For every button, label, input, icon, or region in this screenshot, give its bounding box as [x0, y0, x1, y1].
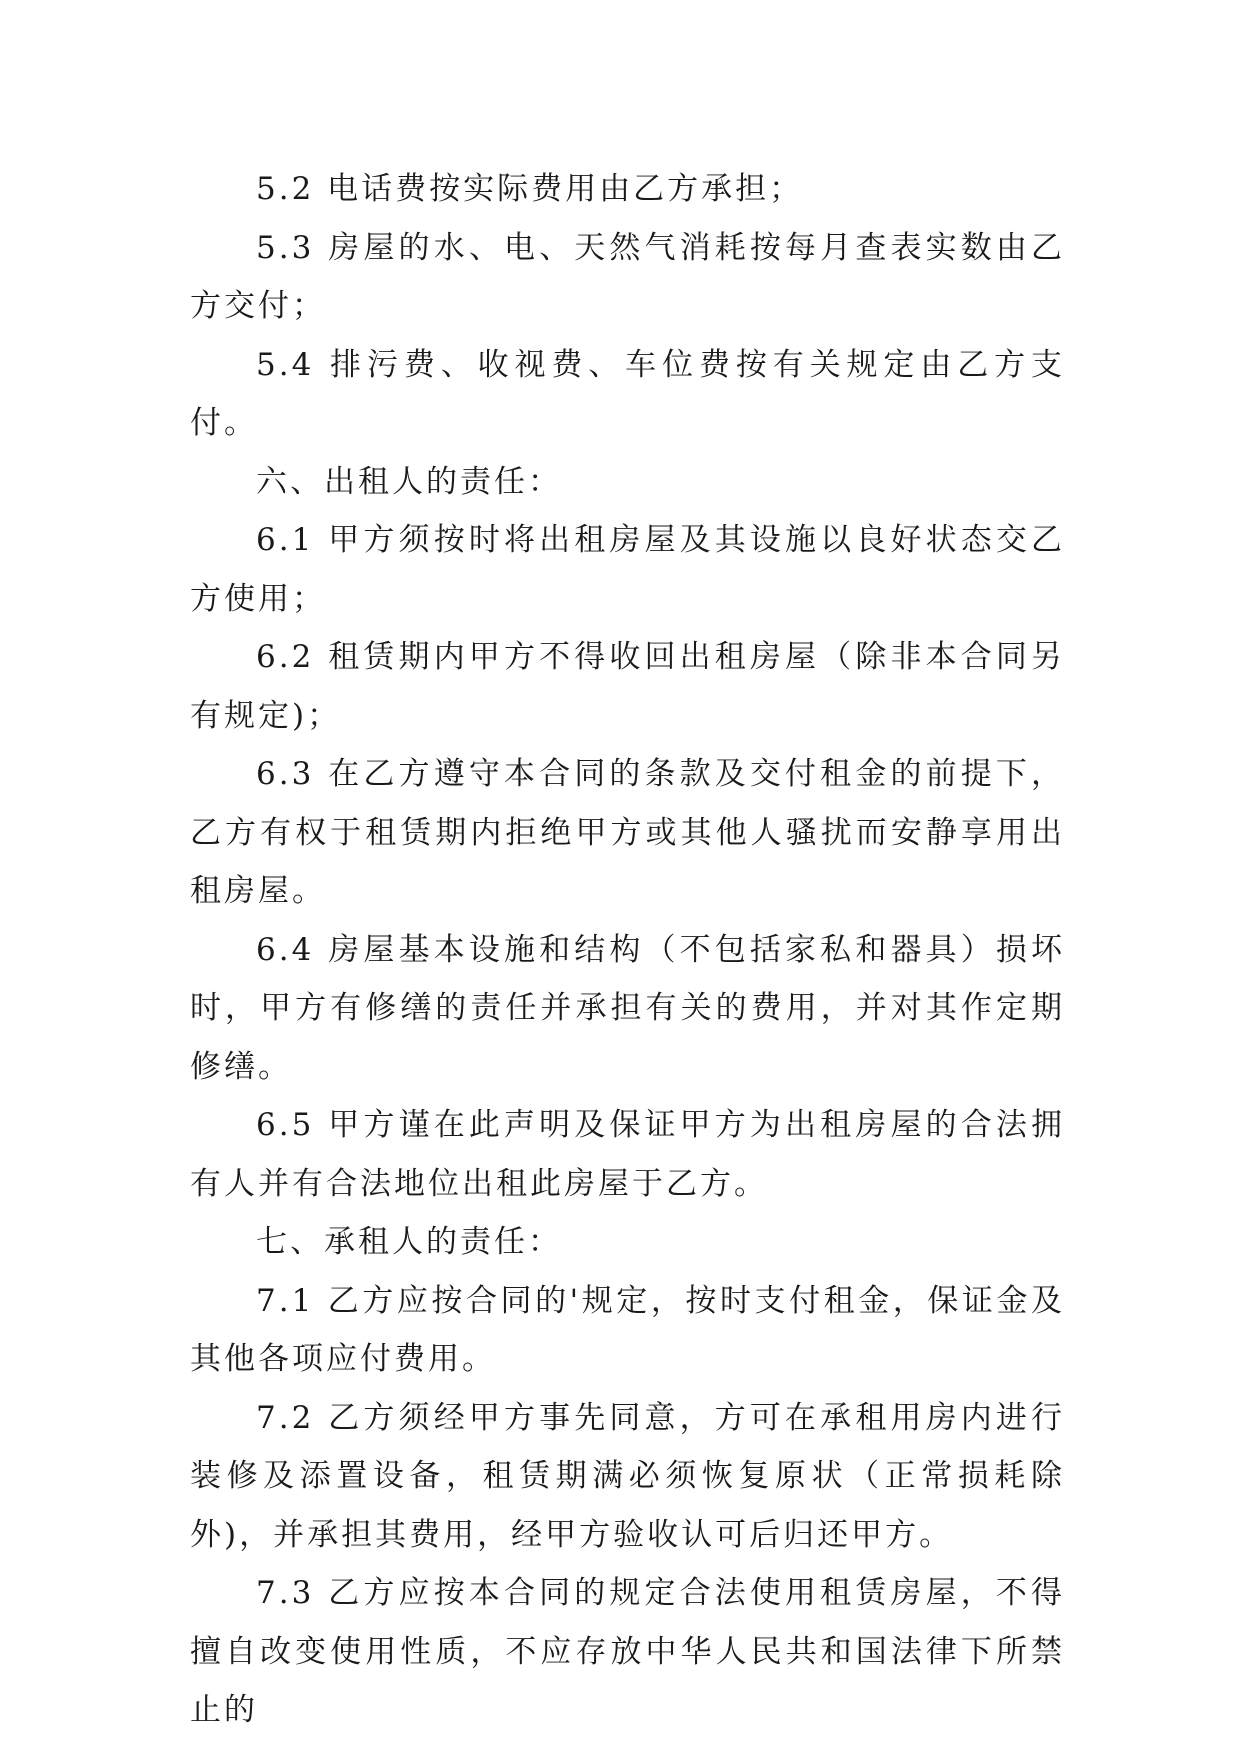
clause-6-1: 6.1 甲方须按时将出租房屋及其设施以良好状态交乙方使用；: [190, 522, 1065, 617]
clause-6-3: 6.3 在乙方遵守本合同的条款及交付租金的前提下，乙方有权于租赁期内拒绝甲方或其他人骚扰而安静享用出租房屋。: [190, 756, 1065, 909]
clause-6-2: 6.2 租赁期内甲方不得收回出租房屋（除非本合同另有规定)；: [190, 639, 1065, 734]
clause-7-3: 7.3 乙方应按本合同的规定合法使用租赁房屋，不得擅自改变使用性质，不应存放中华人民共和国法律下所禁止的: [190, 1575, 1065, 1728]
clause-6-5: 6.5 甲方谨在此声明及保证甲方为出租房屋的合法拥有人并有合法地位出租此房屋于乙方。: [190, 1107, 1065, 1202]
clause-7-2: 7.2 乙方须经甲方事先同意，方可在承租用房内进行装修及添置设备，租赁期满必须恢复原状（正常损耗除外)，并承担其费用，经甲方验收认可后归还甲方。: [190, 1399, 1065, 1553]
document-body: [190, 160, 1065, 1740]
clause-5-2: 5.2 电话费按实际费用由乙方承担；: [256, 171, 804, 207]
section-heading-lessor-duties: 六、出租人的责任：: [256, 463, 562, 500]
clause-5-3: 5.3 房屋的水、电、天然气消耗按每月查表实数由乙方交付；: [190, 229, 1065, 324]
section-heading-lessee-duties: 七、承租人的责任：: [256, 1224, 562, 1260]
clause-6-4: 6.4 房屋基本设施和结构（不包括家私和器具）损坏时，甲方有修缮的责任并承担有关的费用，并对其作定期修缮。: [190, 931, 1065, 1085]
clause-7-1: 7.1 乙方应按合同的'规定，按时支付租金，保证金及其他各项应付费用。: [190, 1282, 1065, 1377]
clause-5-4: 5.4 排污费、收视费、车位费按有关规定由乙方支付。: [190, 346, 1065, 441]
